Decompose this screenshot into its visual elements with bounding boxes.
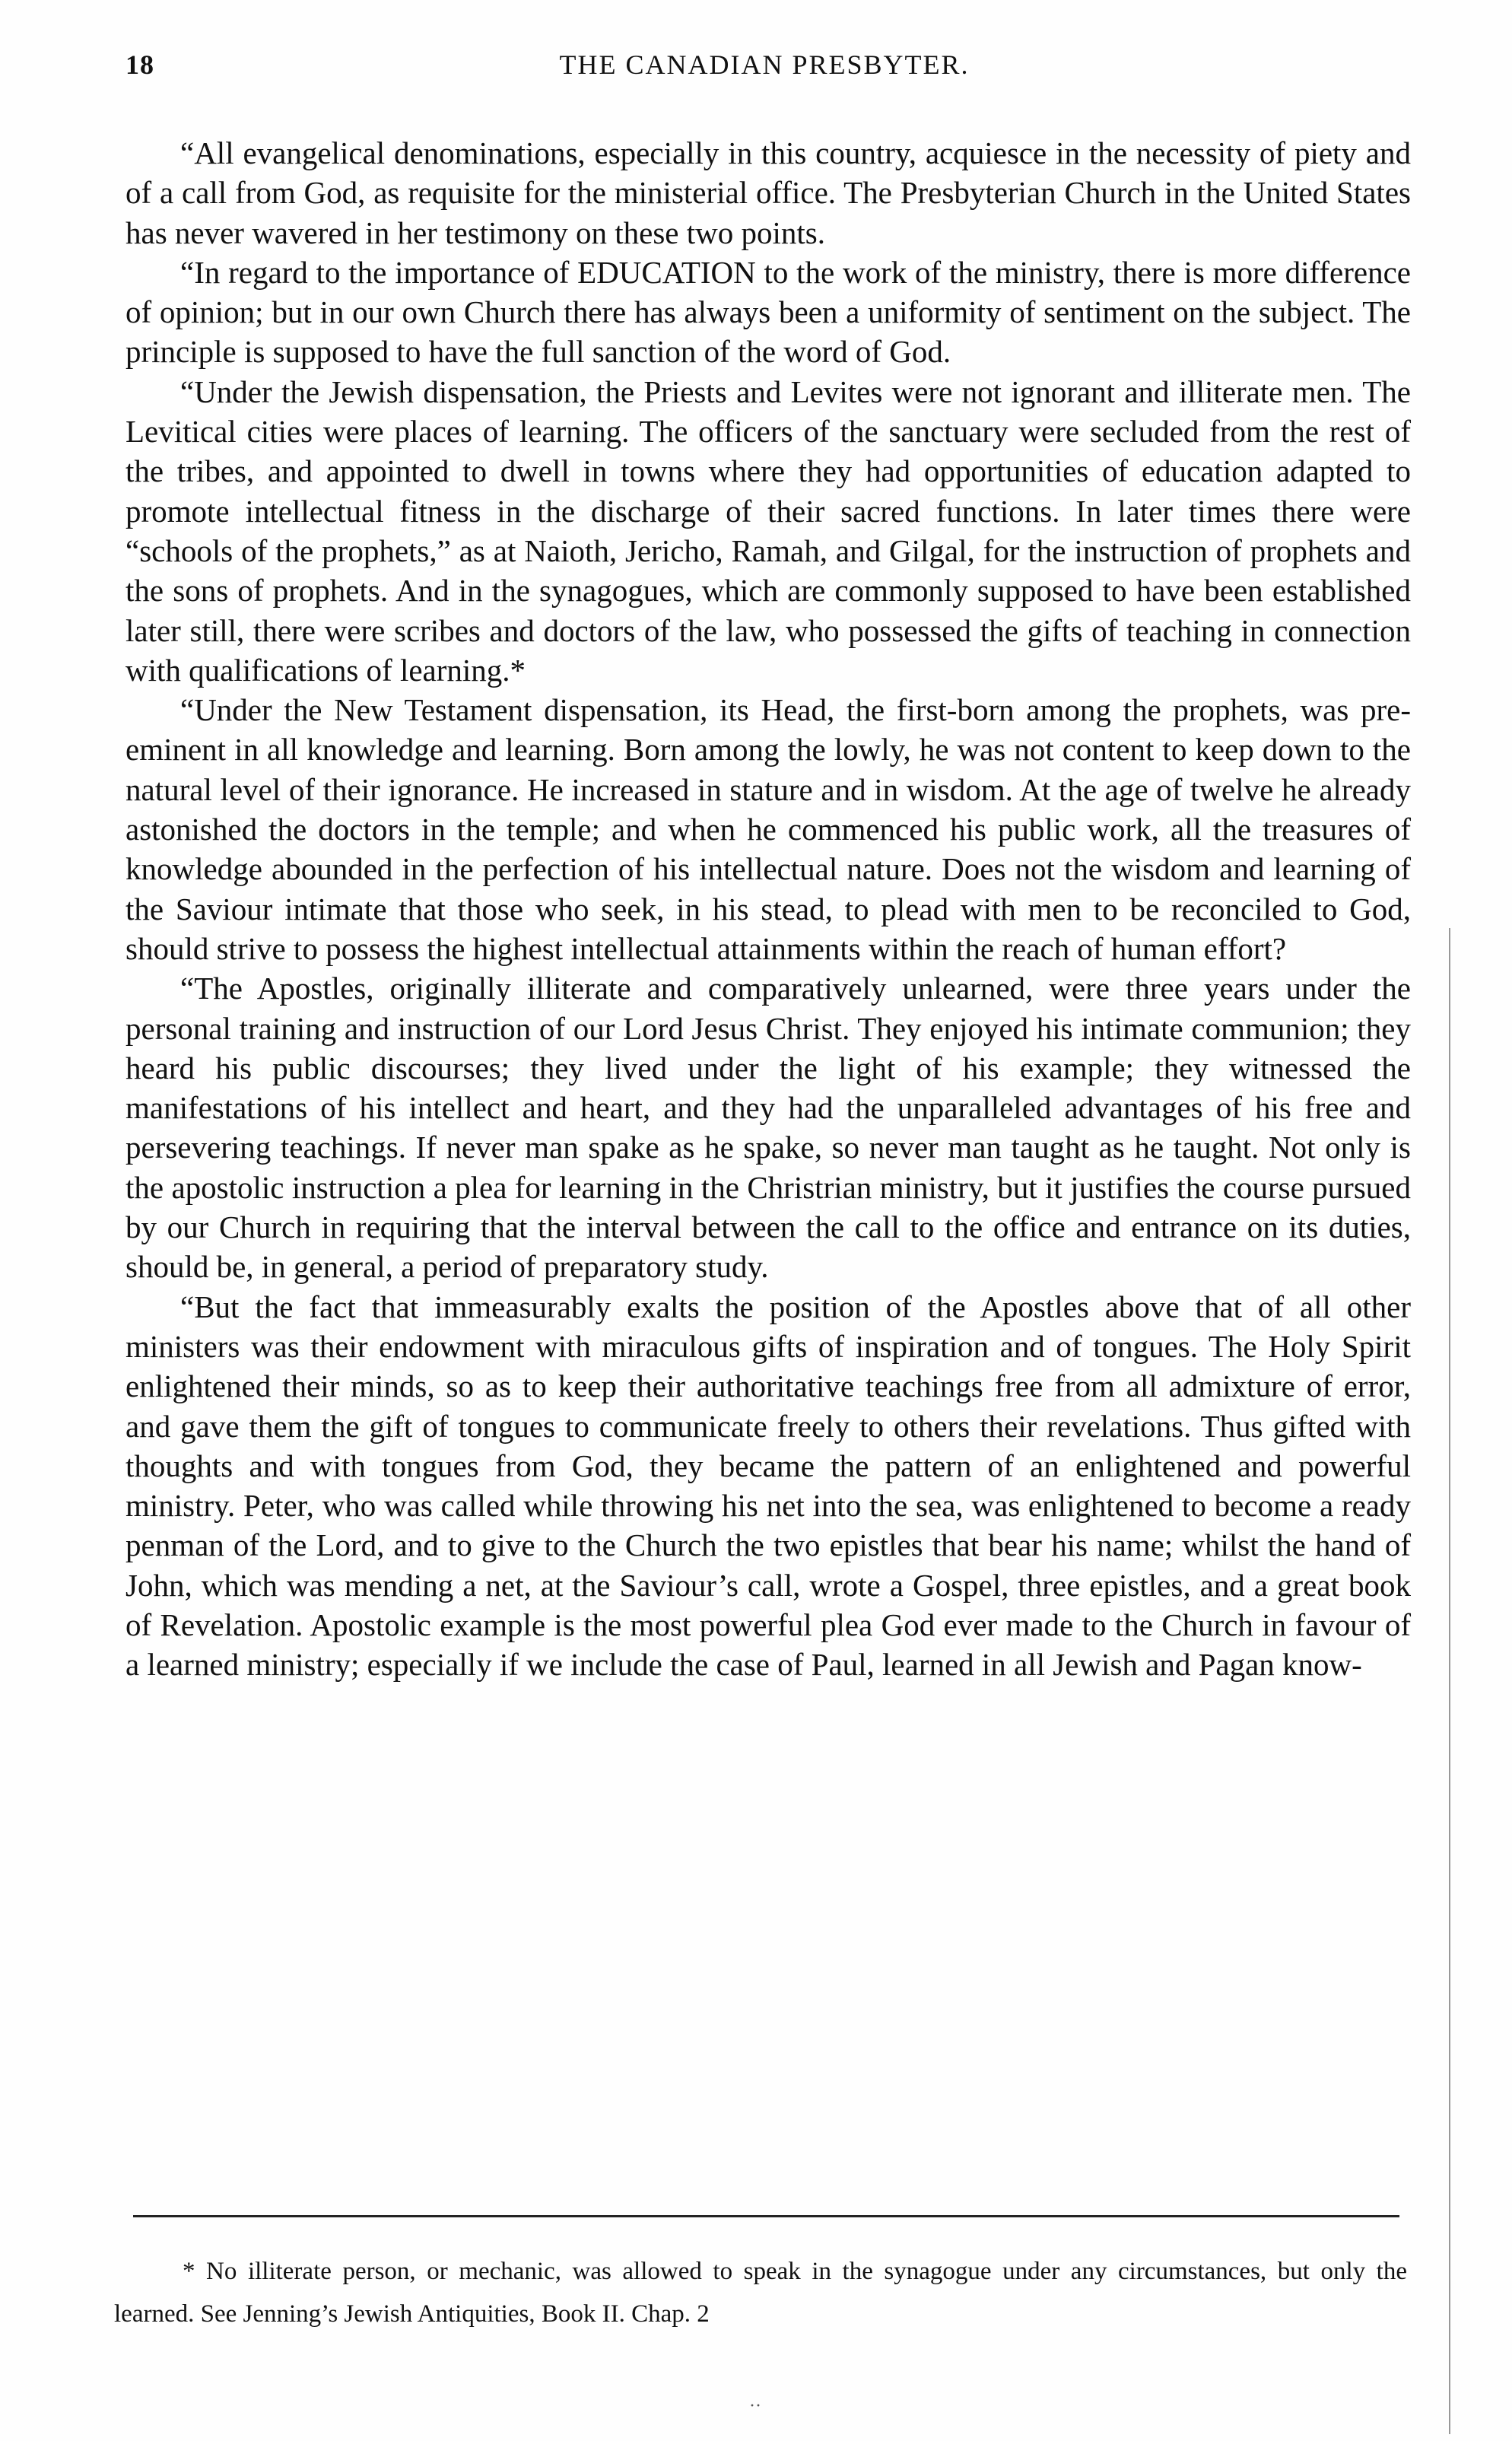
running-title: THE CANADIAN PRESBYTER. — [559, 49, 970, 80]
paragraph-new-testament: “Under the New Testament dispensation, its Head, the first-born among the prophets, was pre-eminent in all knowledge and learning. Born among the lowly, he was not content to keep down to the natural level of their ignorance. He increased in stature and in wisdom. At the age of twelve he already astonished the doctors in the temple; and when he commenced his public work, all the treasures of knowledge abounded in the perfection of his intellectual nature. Does not the wisdom and learning of the Saviour intimate that those who seek, in his stead, to plead with men to be reconciled to God, should strive to possess the highest intellectual attainments within the reach of human effort? — [125, 692, 1411, 966]
scan-speck: ·· — [749, 2396, 761, 2416]
footnote-rule — [133, 2215, 1399, 2217]
paragraph-education: “In regard to the importance of EDUCATION to the work of the ministry, there is more difference of opinion; but in our own Church there has always been a uniformity of sentiment on the subject. The principle is supposed to have the full sanction of the word of God. — [125, 254, 1411, 370]
page-number: 18 — [125, 49, 154, 80]
page-header — [125, 44, 1403, 90]
paragraph-apostles: “The Apostles, originally illiterate and comparatively unlearned, were three years under the personal training and instruction of our Lord Jesus Christ. They enjoyed his intimate communion; they heard his public discourses; they lived under the light of his example; they witnessed the manifestations of his intellect and heart, and they had the unparalleled advantages of his free and persevering teachings. If never man spake as he spake, so never man taught as he taught. Not only is the apostolic instruction a plea for learning in the Christrian ministry, but it justifies the course pursued by our Church in requiring that the interval between the call to the office and entrance on its duties, should be, in general, a period of preparatory study. — [125, 971, 1411, 1285]
body-text — [125, 133, 1411, 1685]
footnote: * No illiterate person, or mechanic, was allowed to speak in the synagogue under any circumstances, but only the learned. See Jenning’s Jewish Antiquities, Book II. Chap. 2 — [114, 2258, 1407, 2328]
paragraph-jewish-dispensation: “Under the Jewish dispensation, the Priests and Levites were not ignorant and illiterate men. The Levitical cities were places of learning. The officers of the sanctuary were secluded from the rest of the tribes, and appointed to dwell in towns where they had opportunities of education adapted to promote intellectual fitness in the discharge of their sacred functions. In later times there were “schools of the prophets,” as at Naioth, Jericho, Ramah, and Gilgal, for the instruction of prophets and the sons of prophets. And in the synagogues, which are commonly supposed to have been established later still, there were scribes and doctors of the law, who possessed the gifts of teaching in connection with qualifications of learning.* — [125, 373, 1411, 688]
margin-scan-line — [1449, 928, 1450, 2434]
paragraph-evangelical: “All evangelical denominations, especially in this country, acquiesce in the necessity of piety and of a call from God, as requisite for the ministerial office. The Presbyterian Church in the United States has never wavered in her testimony on these two points. — [125, 135, 1411, 250]
paragraph-apostolic-gifts: “But the fact that immeasurably exalts the position of the Apostles above that of all other ministers was their endowment with miraculous gifts of inspiration and of tongues. The Holy Spirit enlightened their minds, so as to keep their authoritative teachings free from all admixture of error, and gave them the gift of tongues to communicate freely to others their revelations. Thus gifted with thoughts and with tongues from God, they became the pattern of an enlightened and powerful ministry. Peter, who was called while throwing his net into the sea, was enlightened to become a ready penman of the Lord, and to give to the Church the two epistles that bear his name; whilst the hand of John, which was mending a net, at the Saviour’s call, wrote a Gospel, three epistles, and a great book of Revelation. Apostolic example is the most powerful plea God ever made to the Church in favour of a learned ministry; especially if we include the case of Paul, learned in all Jewish and Pagan know- — [125, 1289, 1411, 1683]
